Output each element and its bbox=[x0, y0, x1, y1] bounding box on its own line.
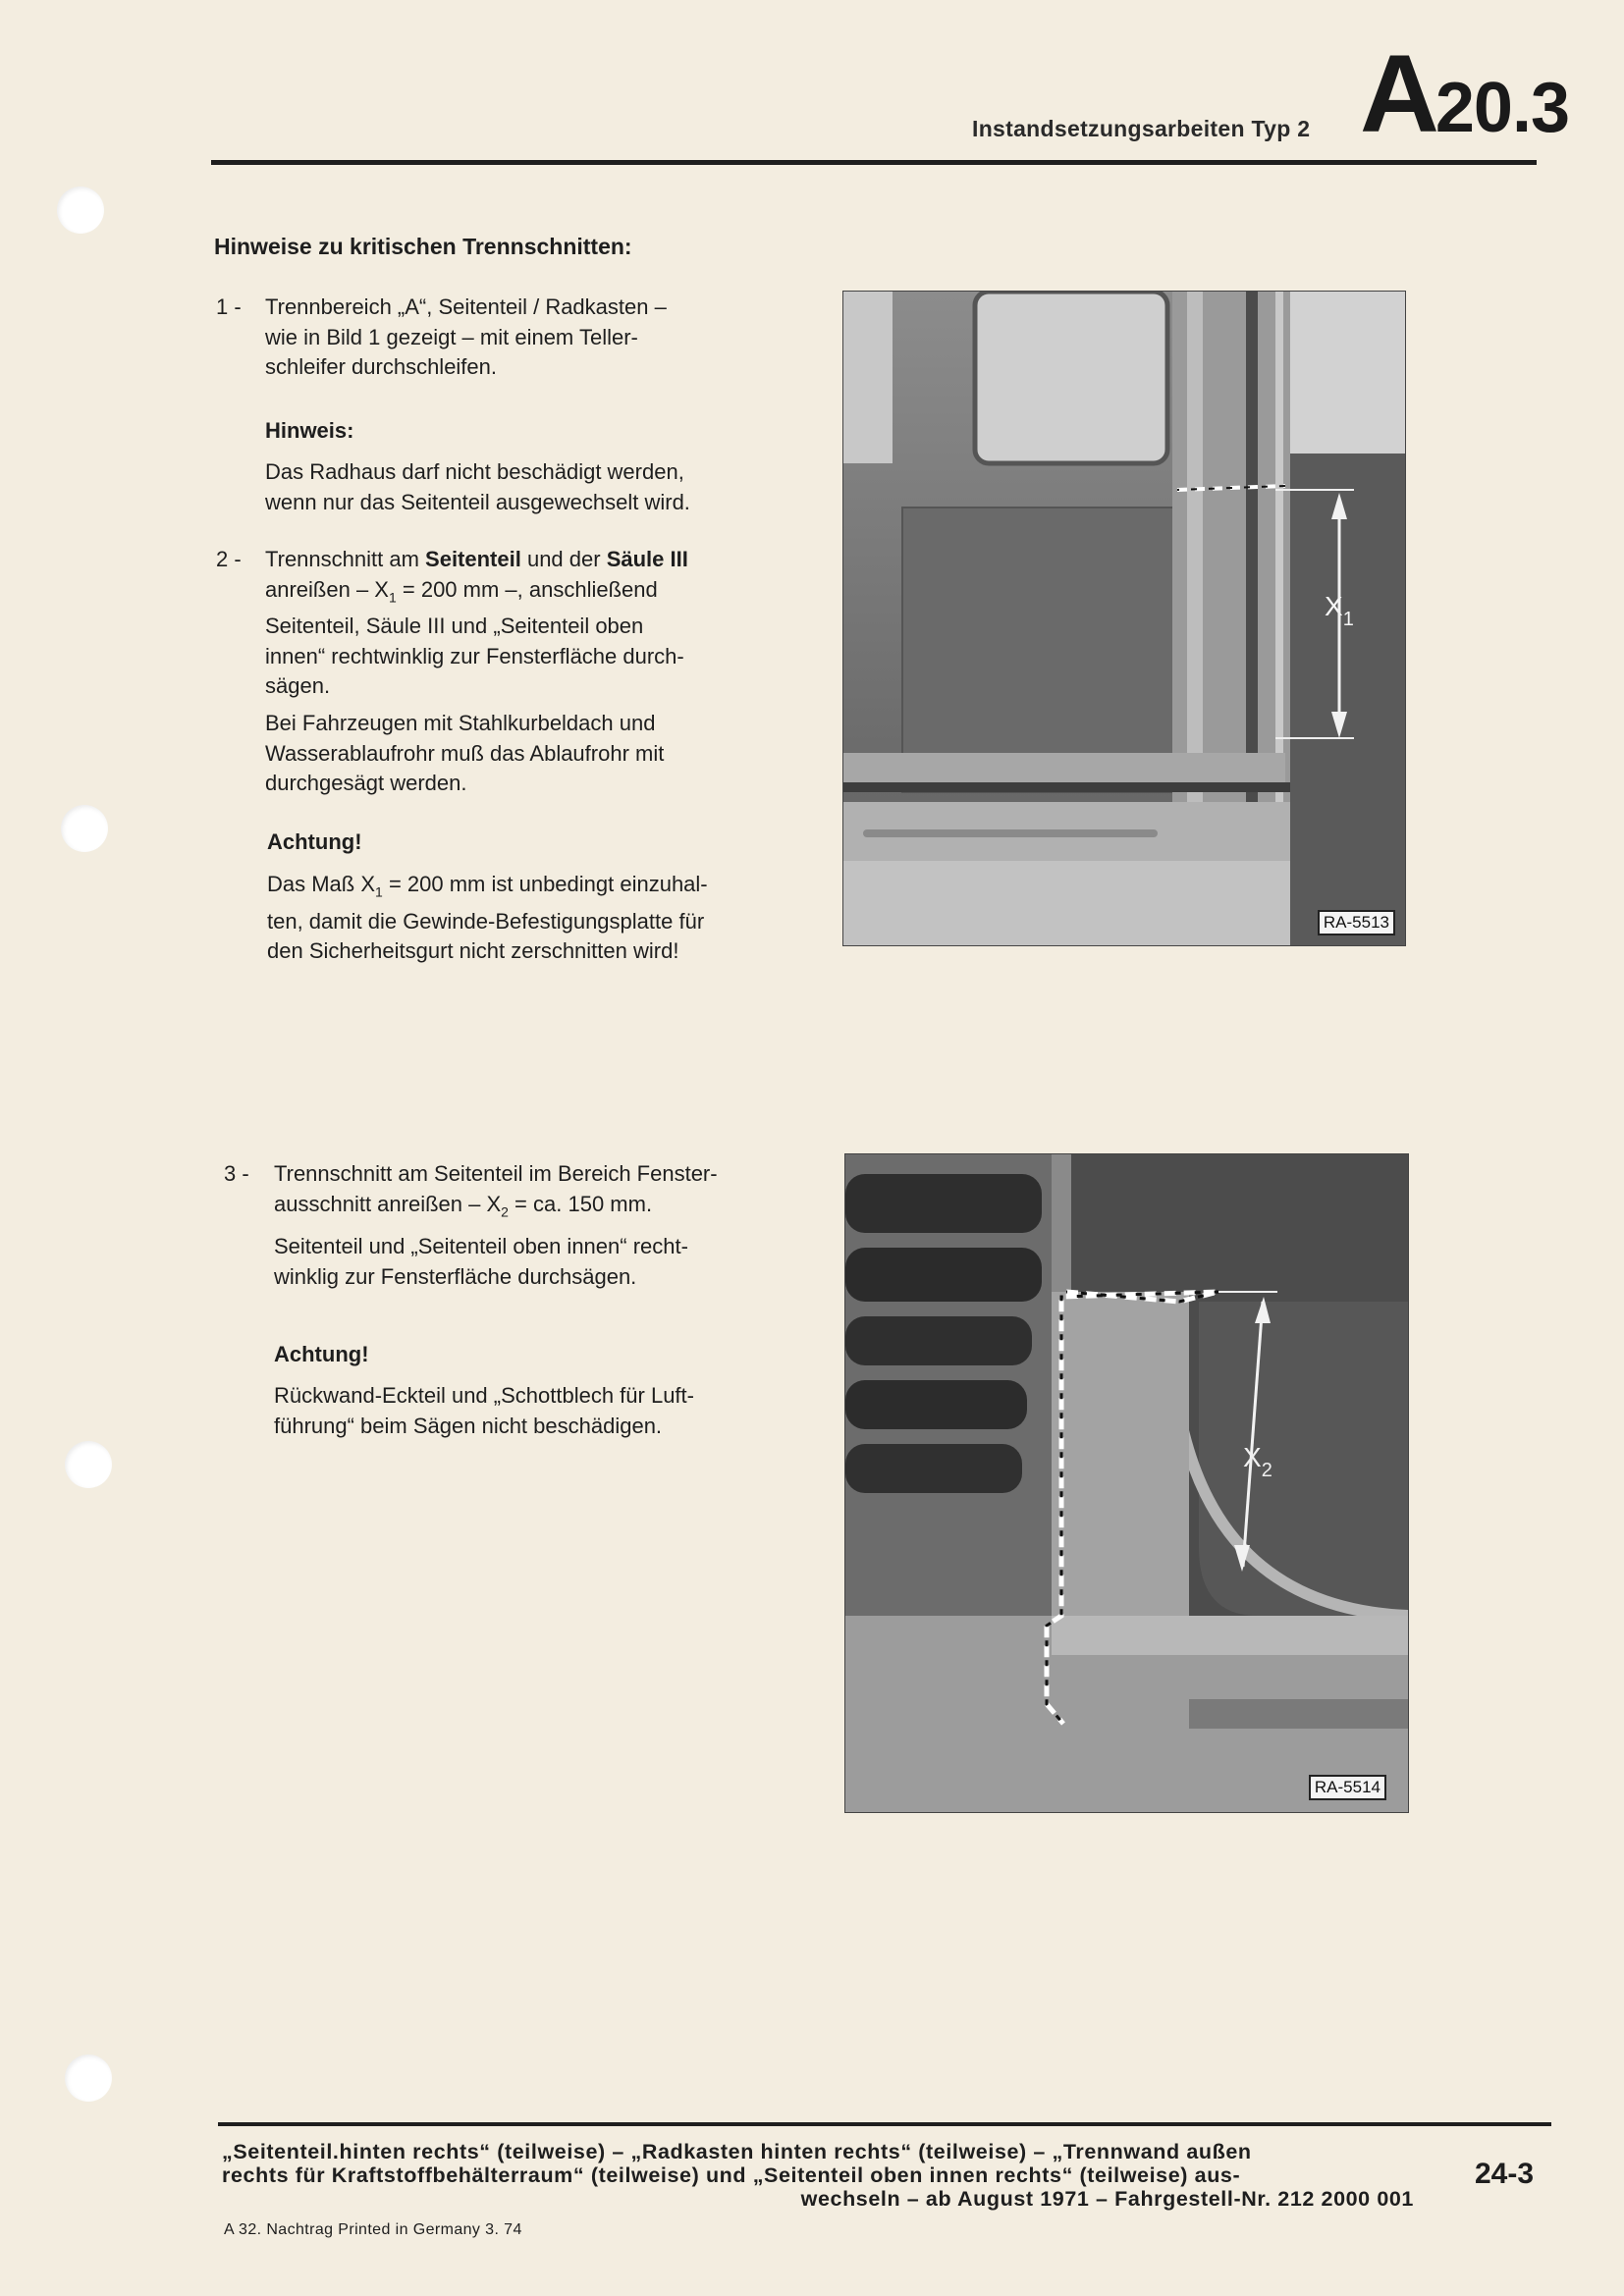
step1-number: 1 - bbox=[216, 294, 242, 319]
step1-text bbox=[265, 293, 667, 383]
step3-text bbox=[274, 1159, 718, 1226]
text-line: anreißen – $X_1 = 200$ mm –, anschließend bbox=[265, 576, 658, 605]
text-line: winklig zur Fensterfläche durchsägen. bbox=[274, 1263, 637, 1289]
text-line: Seitenteil, Säule III und „Seitenteil oben bbox=[265, 614, 644, 639]
print-note: A 32. Nachtrag Printed in Germany 3. 74 bbox=[224, 2221, 522, 2238]
page-number: 24-3 bbox=[1475, 2158, 1535, 2190]
text-line: Trennschnitt am Seitenteil und der Säule III bbox=[265, 547, 688, 571]
header-rule bbox=[211, 160, 1537, 165]
figure-1-photo bbox=[842, 291, 1406, 946]
text-line: durchgesägt werden. bbox=[265, 771, 467, 795]
text-line: Das Radhaus darf nicht beschädigt werden, bbox=[265, 459, 684, 484]
section-code bbox=[1360, 32, 1570, 155]
text-line: Trennschnitt am Seitenteil im Bereich Fenster- bbox=[274, 1161, 718, 1186]
punch-hole bbox=[57, 187, 104, 234]
text-line: ausschnitt anreißen – $X_2$ = ca. 150 mm. bbox=[274, 1191, 653, 1219]
text-line: schleifer durchschleifen. bbox=[265, 354, 498, 379]
text-line: sägen. bbox=[265, 673, 331, 699]
step2-warning-title: Achtung! bbox=[267, 829, 362, 854]
text-line: Bei Fahrzeugen mit Stahlkurbeldach und bbox=[265, 711, 656, 735]
figure-1-drawing bbox=[843, 292, 1405, 945]
text-line: Seitenteil und „Seitenteil oben innen“ recht- bbox=[274, 1234, 688, 1258]
footer-title-line: wechseln – ab August 1971 – Fahrgestell-Nr. 212 2000 001 bbox=[800, 2187, 1414, 2211]
dimension-label: $X_1$ bbox=[1325, 591, 1354, 630]
text-line: Trennbereich „A“, Seitenteil / Radkasten – bbox=[265, 294, 667, 319]
punch-hole bbox=[65, 2055, 112, 2102]
punch-hole bbox=[65, 1441, 112, 1488]
text-line: Wasserablaufrohr muß das Ablaufrohr mit bbox=[265, 740, 665, 766]
step3-text-b bbox=[274, 1232, 688, 1292]
page-heading: Hinweise zu kritischen Trennschnitten: bbox=[214, 234, 632, 259]
text-line: wenn nur das Seitenteil ausgewechselt wird. bbox=[265, 489, 690, 514]
text-line: Rückwand-Eckteil und „Schottblech für Luft- bbox=[274, 1383, 694, 1408]
step2-text bbox=[265, 545, 688, 702]
text-line: ten, damit die Gewinde-Befestigungsplatte für bbox=[267, 908, 705, 934]
step2-number: 2 - bbox=[216, 547, 242, 571]
dimension-label: $X_2$ bbox=[1243, 1442, 1272, 1481]
step2-warning bbox=[267, 870, 708, 967]
footer-title-line: „Seitenteil.hinten rechts“ (teilweise) – „Radkasten hinten rechts“ (teilweise) – „Trennwand außen bbox=[222, 2140, 1252, 2163]
figure-2-drawing bbox=[845, 1154, 1408, 1812]
text-line: innen“ rechtwinklig zur Fensterfläche durch- bbox=[265, 643, 684, 668]
section-title: Instandsetzungsarbeiten Typ 2 bbox=[972, 116, 1311, 141]
punch-hole bbox=[61, 805, 108, 852]
footer-title bbox=[222, 2140, 1420, 2211]
step3-warning bbox=[274, 1381, 694, 1441]
text-line: wie in Bild 1 gezeigt – mit einem Teller- bbox=[265, 324, 638, 349]
text-line: Das Maß $X_1 = 200$ mm ist unbedingt einzuhal- bbox=[267, 872, 708, 900]
text-line: den Sicherheitsgurt nicht zerschnitten wird! bbox=[267, 938, 679, 964]
step3-warning-title: Achtung! bbox=[274, 1342, 369, 1366]
step3-number: 3 - bbox=[224, 1161, 249, 1186]
footer-rule bbox=[218, 2122, 1551, 2126]
figure-label: RA-5514 bbox=[1309, 1775, 1386, 1800]
code-letter: A bbox=[1360, 32, 1435, 155]
text-line: führung“ beim Sägen nicht beschädigen. bbox=[274, 1413, 663, 1438]
figure-2-photo bbox=[844, 1153, 1409, 1813]
step1-note bbox=[265, 457, 690, 517]
step1-note-title: Hinweis: bbox=[265, 418, 354, 443]
code-number: 20.3 bbox=[1435, 69, 1570, 147]
footer-title-line: rechts für Kraftstoffbehälterraum“ (teilweise) und „Seitenteil oben innen rechts“ (teilweise) aus- bbox=[222, 2163, 1241, 2187]
step2-extra bbox=[265, 709, 664, 799]
figure-label: RA-5513 bbox=[1318, 910, 1395, 935]
